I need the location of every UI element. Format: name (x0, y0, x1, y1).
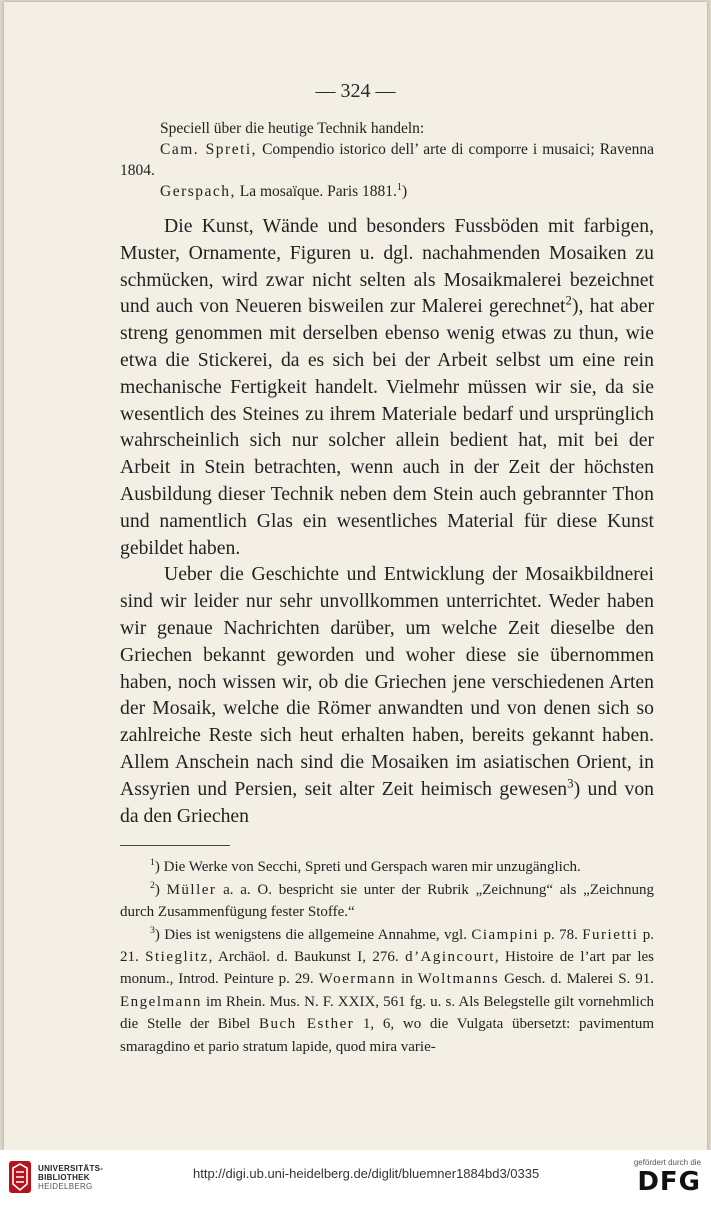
bibliography-entry-spreti: Cam. Spreti, Compendio istorico dell’ arte di comporre i musaici; Ravenna 1804. (120, 141, 654, 179)
bibliography-section (120, 118, 654, 202)
page-text (120, 118, 654, 1058)
funder-credit (634, 1158, 701, 1195)
scanned-page (4, 2, 707, 1150)
footnote-divider (120, 845, 230, 846)
paragraph-1: Die Kunst, Wände und besonders Fussböden mit farbigen, Muster, Ornamente, Figuren u. dgl. nachahmenden Mosaiken zu schmücken, wird zwar nicht selten als Mosaikmalerei bezeichnet und auch von Neueren bisweilen zur Malerei gerechnet$^2$), hat aber streng genommen mit derselben ebenso wenig etwas zu thun, wie etwa die Stickerei, da es sich bei der Arbeit selbst um eine rein mechanische Fertigkeit handelt. Vielmehr müssen wir sie, da sie wesentlich des Steines zu ihrem Materiale bedarf und ursprünglich wahrscheinlich sich nur solcher allein bedient hat, mit bei der Arbeit in Stein betrachten, wenn auch in der Zeit der höchsten Ausbildung dieser Technik neben dem Stein auch gebrannter Thon und namentlich Glas ein wesentliches Material für diese Kunst gebildet haben. (120, 215, 654, 559)
footnotes (120, 856, 654, 1058)
bibliography-entry-gerspach: Gerspach, La mosaïque. Paris 1881.$^1$) (160, 181, 408, 200)
footnote-1: $^1$) Die Werke von Secchi, Spreti und Gerspach waren mir unzugänglich. (150, 857, 581, 876)
footnote-3: $^3$) Dies ist wenigstens die allgemeine Annahme, vgl. Ciampini p. 78. Furietti p. 21. Stieglitz, Archäol. d. Baukunst I, 276. d’Agincourt, Histoire de l’art par les monum., Introd. Peinture p. 29. Woermann in Woltmanns Gesch. d. Malerei S. 91. Engelmann im Rhein. Mus. N. F. XXIX, 561 fg. u. s. Als Belegstelle gilt vornehmlich die Stelle der Bibel Buch Esther 1, 6, wo die Vulgata übersetzt: pavimentum smaragdino et pario stratum lapide, quod mira varie- (120, 924, 655, 1055)
funded-by-label: gefördert durch die (633, 1158, 701, 1167)
dfg-logo: DFG (637, 1167, 701, 1197)
permalink-url[interactable]: http://digi.ub.uni-heidelberg.de/diglit/bluemner1884bd3/0335 (193, 1166, 540, 1181)
paragraph-2: Ueber die Geschichte und Entwicklung der Mosaikbildnerei sind wir leider nur sehr unvollkommen unterrichtet. Weder haben wir genaue Nachrichten darüber, um welche Zeit dieselbe den Griechen bekannt geworden und woher diese sie übernommen haben, noch wissen wir, ob die Griechen jene verschiedenen Arten der Mosaik, welche die Römer anwandten und von denen sich so zahlreiche Reste sich heut erhalten haben, bereits gekannt haben. Allem Anschein nach sind die Mosaiken im asiatischen Orient, in Assyrien und Persien, seit alter Zeit heimisch gewesen$^3$) und von da den Griechen (120, 563, 655, 827)
footnote-ref-1: 1 (396, 181, 402, 193)
university-name: UNIVERSITÄTS- BIBLIOTHEK HEIDELBERG (38, 1164, 104, 1191)
footnote-ref-3: 3 (567, 776, 574, 791)
footnote-2: $^2$) Müller a. a. O. bespricht sie unter der Rubrik „Zeichnung“ als „Zeichnung durch Zusammenfügung fester Stoffe.“ (120, 879, 654, 921)
university-seal-icon (8, 1160, 32, 1194)
main-text (120, 213, 654, 829)
page-number: — 324 — (315, 80, 396, 102)
bibliography-intro: Speciell über die heutige Technik handeln: (160, 120, 425, 137)
footnote-ref-2: 2 (565, 293, 572, 308)
viewer-footer (0, 1150, 711, 1205)
